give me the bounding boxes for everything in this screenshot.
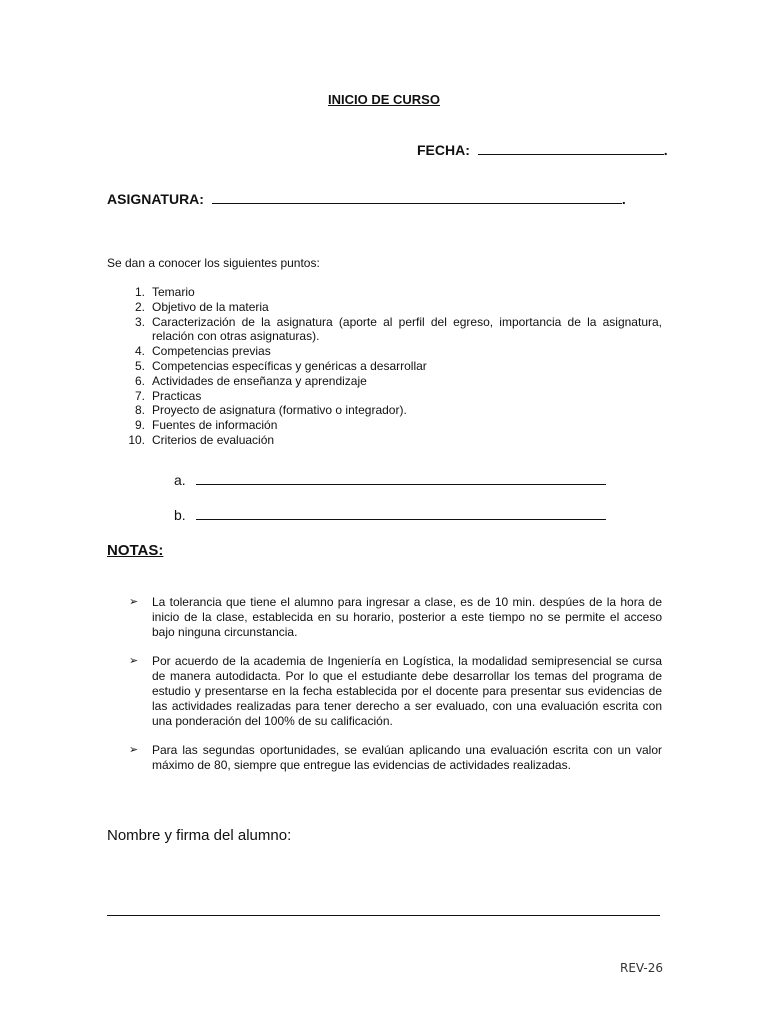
sub-item-b xyxy=(174,507,606,523)
arrow-bullet-icon: ➢ xyxy=(129,596,139,608)
note-item xyxy=(107,654,662,728)
item-number: 10. xyxy=(128,432,145,447)
item-text: Practicas xyxy=(152,388,202,403)
item-text: Fuentes de información xyxy=(152,418,278,433)
list-item xyxy=(107,418,662,433)
item-text: Actividades de enseñanza y aprendizaje xyxy=(152,373,367,388)
fecha-label: FECHA: xyxy=(417,142,470,158)
item-number: 2. xyxy=(134,299,145,314)
sub-item-blank-line xyxy=(196,507,606,520)
list-item xyxy=(107,433,662,448)
note-text: Para las segundas oportunidades, se evalúan aplicando una evaluación escrita con un valor máximo de 80, siempre que entregue las evidencias de actividades realizadas. xyxy=(152,743,662,773)
item-text: Competencias previas xyxy=(152,344,271,359)
asignatura-field xyxy=(107,190,626,207)
list-item xyxy=(107,300,662,315)
list-item xyxy=(107,315,662,345)
note-item xyxy=(107,743,662,773)
intro-text: Se dan a conocer los siguientes puntos: xyxy=(107,256,320,270)
list-item xyxy=(107,285,662,300)
item-number: 3. xyxy=(134,314,145,329)
sub-item-blank-line xyxy=(196,472,606,485)
list-item xyxy=(107,389,662,404)
asignatura-blank-line xyxy=(212,190,622,204)
notas-heading: NOTAS: xyxy=(107,542,164,559)
list-item xyxy=(107,359,662,374)
notes-list xyxy=(107,595,662,788)
item-number: 7. xyxy=(134,388,145,403)
note-item xyxy=(107,595,662,639)
item-text: Temario xyxy=(152,285,195,299)
item-number: 6. xyxy=(134,373,145,388)
item-text: Competencias específicas y genéricas a desarrollar xyxy=(152,358,427,373)
list-item xyxy=(107,403,662,418)
sub-item-a xyxy=(174,472,606,488)
item-number: 4. xyxy=(134,344,145,359)
item-number: 1. xyxy=(134,285,145,299)
note-text: La tolerancia que tiene el alumno para ingresar a clase, es de 10 min. despúes de la hora de inicio de la clase, establecida en su horario, posterior a este tiempo no se permite el acceso bajo ninguna circunstancia. xyxy=(152,595,662,639)
item-text: Caracterización de la asignatura (aporte al perfil del egreso, importancia de la asignatura, relación con otras asignaturas). xyxy=(152,314,662,344)
signature-label: Nombre y firma del alumno: xyxy=(107,827,292,844)
fecha-period: . xyxy=(663,142,668,158)
document-title: INICIO DE CURSO xyxy=(328,92,440,107)
revision-code: REV-26 xyxy=(620,961,664,975)
asignatura-label: ASIGNATURA: xyxy=(107,191,204,207)
arrow-bullet-icon: ➢ xyxy=(129,655,139,668)
sub-item-label: a. xyxy=(174,472,186,488)
item-number: 9. xyxy=(134,418,145,433)
arrow-bullet-icon: ➢ xyxy=(129,744,139,757)
fecha-blank-line xyxy=(478,141,664,155)
list-item xyxy=(107,374,662,389)
note-text: Por acuerdo de la academia de Ingeniería en Logística, la modalidad semipresencial se cursa de manera autodidacta. Por lo que el estudiante debe desarrollar los temas del programa de estudio y presentarse en la fecha establecida por el docente para presentar sus evidencias de las actividades realizadas para tener derecho a ser evaluado, con una evaluación escrita con una ponderación del 100% de su calificación. xyxy=(152,654,662,728)
fecha-field xyxy=(417,141,668,158)
list-item xyxy=(107,344,662,359)
asignatura-period: . xyxy=(621,191,626,207)
signature-line xyxy=(107,915,660,916)
sub-item-label: b. xyxy=(174,507,186,523)
item-number: 8. xyxy=(134,403,145,418)
item-text: Objetivo de la materia xyxy=(152,299,269,314)
item-text: Proyecto de asignatura (formativo o integrador). xyxy=(152,403,407,418)
item-text: Criterios de evaluación xyxy=(152,432,275,447)
item-number: 5. xyxy=(134,358,145,373)
points-list xyxy=(107,285,662,448)
